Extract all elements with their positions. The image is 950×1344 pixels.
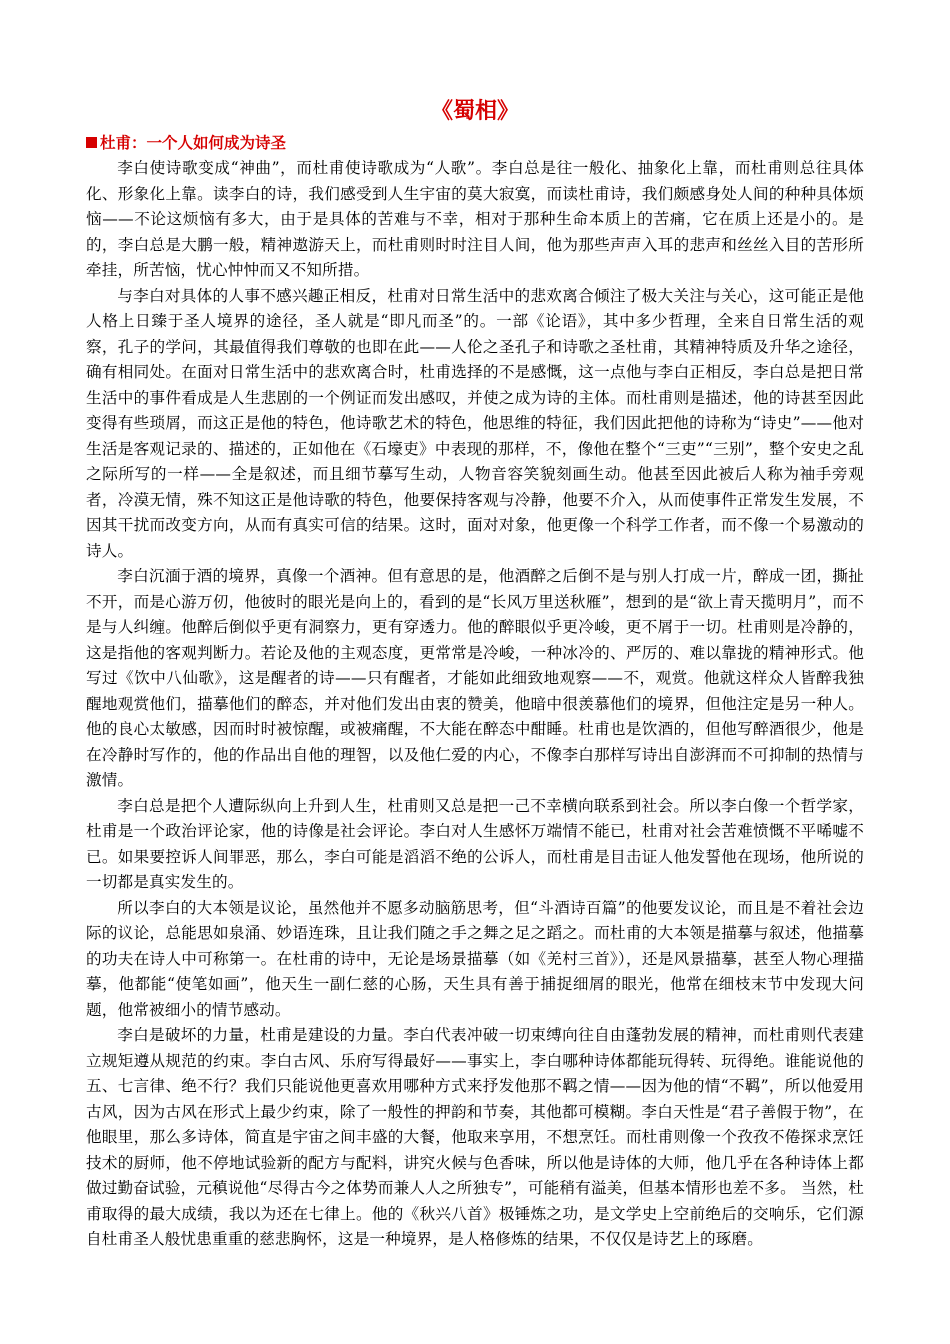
paragraph-3: 李白沉湎于酒的境界，真像一个酒神。但有意思的是，他酒醉之后倒不是与别人打成一片，醉成一团，撕扯不开，而是心游万仞，他彼时的眼光是向上的，看到的是“长风万里送秋雁”，想到的是“欲上青天揽明月”，而不是与人纠缠。他醉后倒似乎更有洞察力，更有穿透力。他的醉眼似乎更冷峻，更不屑于一切。杜甫则是冷静的，这是指他的客观判断力。若论及他的主观态度，更常常是冷峻，一种冰冷的、严厉的、难以靠拢的精神形式。他写过《饮中八仙歌》，这是醒者的诗——只有醒者，才能如此细致地观察——不，观赏。他就这样众人皆醉我独醒地观赏他们，描摹他们的醉态，并对他们发出由衷的赞美，他暗中很羡慕他们的境界，但他注定是另一种人。他的良心太敏感，因而时时被惊醒，或被痛醒，不大能在醉态中酣睡。杜甫也是饮酒的，但他写醉酒很少，他是在冷静时写作的，他的作品出自他的理智，以及他仁爱的内心，不像李白那样写诗出自澎湃而不可抑制的热情与激情。 [86,567,864,789]
paragraph-2: 与李白对具体的人事不感兴趣正相反，杜甫对日常生活中的悲欢离合倾注了极大关注与关心，这可能正是他人格上日臻于圣人境界的途径，圣人就是“即凡而圣”的。一部《论语》，其中多少哲理，全来自日常生活的观察，孔子的学问，其最值得我们尊敬的也即在此——人伦之圣孔子和诗歌之圣杜甫，其精神特质及升华之途径，确有相同处。在面对日常生活中的悲欢离合时，杜甫选择的不是感慨，这一点他与李白正相反，李白总是把日常生活中的事件看成是人生悲剧的一个例证而发出感叹，并使之成为诗的主体。而杜甫则是描述，他的诗甚至因此变得有些琐屑，而这正是他的特色，他诗歌艺术的特色，他思维的特征，我们因此把他的诗称为“诗史”——他对生活是客观记录的、描述的，正如他在《石壕吏》中表现的那样，不，像他在整个“三吏”“三别”，整个安史之乱之际所写的一样——全是叙述，而且细节摹写生动，人物音容笑貌刻画生动。他甚至因此被后人称为袖手旁观者，冷漠无情，殊不知这正是他诗歌的特色，他要保持客观与冷静，他要不介入，从而使事件正常发生发展，不因其干扰而改变方向，从而有真实可信的结果。这时，面对对象，他更像一个科学工作者，而不像一个易激动的诗人。 [86,286,864,560]
paragraph-5: 所以李白的大本领是议论，虽然他并不愿多动脑筋思考，但“斗酒诗百篇”的他要发议论，而且是不着社会边际的议论，总能思如泉涌、妙语连珠，且让我们随之手之舞之足之蹈之。而杜甫的大本领是描摹与叙述，他描摹的功夫在诗人中可称第一。在杜甫的诗中，无论是场景描摹（如《羌村三首》），还是风景描摹，甚至人物心理描摹，他都能“使笔如画”，他天生一副仁慈的心肠，天生具有善于捕捉细屑的眼光，他常在细枝末节中发现大问题，他常被细小的情节感动。 [86,898,864,1019]
square-bullet-icon [86,137,97,148]
section-heading-text: 杜甫：一个人如何成为诗圣 [100,133,287,152]
section-heading [86,130,864,155]
paragraph-6: 李白是破坏的力量，杜甫是建设的力量。李白代表冲破一切束缚向往自由蓬勃发展的精神，而杜甫则代表建立规矩遵从规范的约束。李白古风、乐府写得最好——事实上，李白哪种诗体都能玩得转、玩得绝。谁能说他的五、七言律、绝不行？我们只能说他更喜欢用哪种方式来抒发他那不羁之情——因为他的情“不羁”，所以他爱用古风，因为古风在形式上最少约束，除了一般性的押韵和节奏，其他都可模糊。李白天性是“君子善假于物”，在他眼里，那么多诗体，简直是宇宙之间丰盛的大餐，他取来享用，不想烹饪。而杜甫则像一个孜孜不倦探求烹饪技术的厨师，他不停地试验新的配方与配料，讲究火候与色香味，所以他是诗体的大师，他几乎在各种诗体上都做过勤奋试验，元稹说他“尽得古今之体势而兼人人之所独专”，可能稍有溢美，但基本情形也差不多。 当然，杜甫取得的最大成绩，我以为还在七律上。他的《秋兴八首》极锤炼之功，是文学史上空前绝后的交响乐，它们源自杜甫圣人般忧患重重的慈悲胸怀，这是一种境界，是人格修炼的结果，不仅仅是诗艺上的琢磨。 [86,1026,864,1248]
page-title: 《蜀相》 [430,98,519,124]
document-page [86,96,864,1253]
paragraph-1: 李白使诗歌变成“神曲”，而杜甫使诗歌成为“人歌”。李白总是往一般化、抽象化上靠，而杜甫则总往具体化、形象化上靠。读李白的诗，我们感受到人生宇宙的莫大寂寞，而读杜甫诗，我们颇感身处人间的种种具体烦恼——不论这烦恼有多大，由于是具体的苦难与不幸，相对于那种生命本质上的苦痛，它在质上还是小的。是的，李白总是大鹏一般，精神遨游天上，而杜甫则时时注目人间，他为那些声声入耳的悲声和丝丝入目的苦形所牵挂，所苦恼，忧心忡忡而又不知所措。 [86,159,864,279]
paragraph-4: 李白总是把个人遭际纵向上升到人生，杜甫则又总是把一己不幸横向联系到社会。所以李白像一个哲学家，杜甫是一个政治评论家，他的诗像是社会评论。李白对人生感怀万端情不能已，杜甫对社会苦难愤慨不平唏嘘不已。如果要控诉人间罪恶，那么，李白可能是滔滔不绝的公诉人，而杜甫是目击证人他发誓他在现场，他所说的一切都是真实发生的。 [86,796,864,891]
